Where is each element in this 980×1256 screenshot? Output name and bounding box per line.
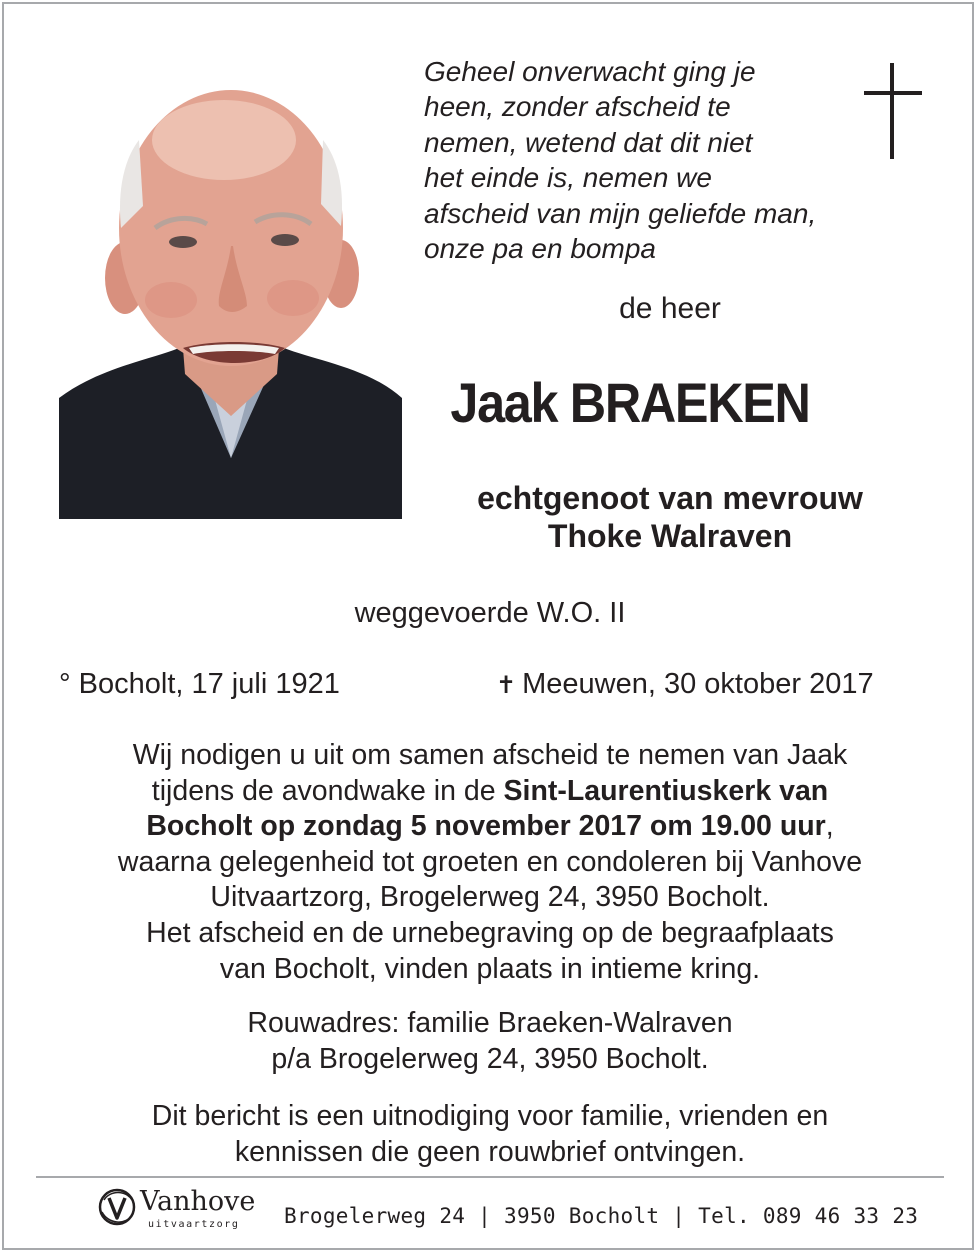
vanhove-v-logo-icon — [96, 1186, 138, 1228]
mourning-address — [40, 1006, 940, 1077]
address-line: Rouwadres: familie Braeken-Walraven — [247, 1007, 733, 1039]
notice-text — [40, 1099, 940, 1170]
invitation-text — [40, 738, 940, 987]
footer-divider — [36, 1176, 944, 1178]
verse-line: nemen, wetend dat dit niet — [424, 126, 753, 158]
footer-contact: Brogelerweg 24 | 3950 Bocholt | Tel. 089 46 33 23 — [284, 1204, 919, 1228]
portrait-illustration — [59, 78, 402, 519]
wake-datetime: Bocholt op zondag 5 november 2017 om 19.00 uur — [146, 810, 826, 843]
invitation-line: Het afscheid en de urnebegraving op de begraafplaats — [146, 916, 834, 949]
remark: weggevoerde W.O. II — [354, 597, 626, 629]
notice-line: kennissen die geen rouwbrief ontvingen. — [234, 1135, 746, 1168]
portrait-photo — [59, 78, 402, 519]
birth-info: ° Bocholt, 17 juli 1921 — [59, 668, 340, 700]
notice-line: Dit bericht is een uitnodiging voor familie, vrienden en — [151, 1100, 829, 1132]
verse-line: onze pa en bompa — [424, 233, 656, 265]
church-name: Sint-Laurentiuskerk van — [503, 774, 829, 807]
invitation-text-plain: , — [825, 810, 834, 843]
honorific: de heer — [619, 292, 721, 325]
spouse-line: echtgenoot van mevrouw — [477, 480, 863, 516]
spouse-block — [430, 479, 910, 555]
death-info — [496, 668, 874, 701]
verse-line: heen, zonder afscheid te — [424, 91, 731, 123]
death-cross-icon: ✝ — [496, 672, 517, 699]
invitation-line — [40, 774, 940, 810]
address-line: p/a Brogelerweg 24, 3950 Bocholt. — [271, 1042, 709, 1075]
death-text: Meeuwen, 30 oktober 2017 — [522, 668, 874, 700]
verse-line: afscheid van mijn geliefde man, — [424, 197, 817, 229]
invitation-line: Wij nodigen u uit om samen afscheid te nemen van Jaak — [132, 739, 848, 771]
logo-subtitle: uitvaartzorg — [148, 1219, 240, 1230]
invitation-line: waarna gelegenheid tot groeten en condoleren bij Vanhove — [117, 845, 863, 878]
invitation-text-plain: tijdens de avondwake in de — [151, 774, 504, 807]
verse-line: het einde is, nemen we — [424, 162, 712, 194]
verse-line: Geheel onverwacht ging je — [424, 56, 756, 87]
spouse-name: Thoke Walraven — [547, 518, 793, 554]
invitation-line — [40, 809, 940, 845]
vanhove-logo — [96, 1186, 276, 1232]
invitation-line: Uitvaartzorg, Brogelerweg 24, 3950 Bocholt. — [210, 881, 770, 914]
latin-cross-icon — [864, 63, 922, 159]
deceased-name: Jaak BRAEKEN — [450, 371, 810, 434]
invitation-line: van Bocholt, vinden plaats in intieme kring. — [219, 952, 761, 985]
verse-text — [424, 54, 864, 266]
logo-name: Vanhove — [140, 1186, 256, 1217]
